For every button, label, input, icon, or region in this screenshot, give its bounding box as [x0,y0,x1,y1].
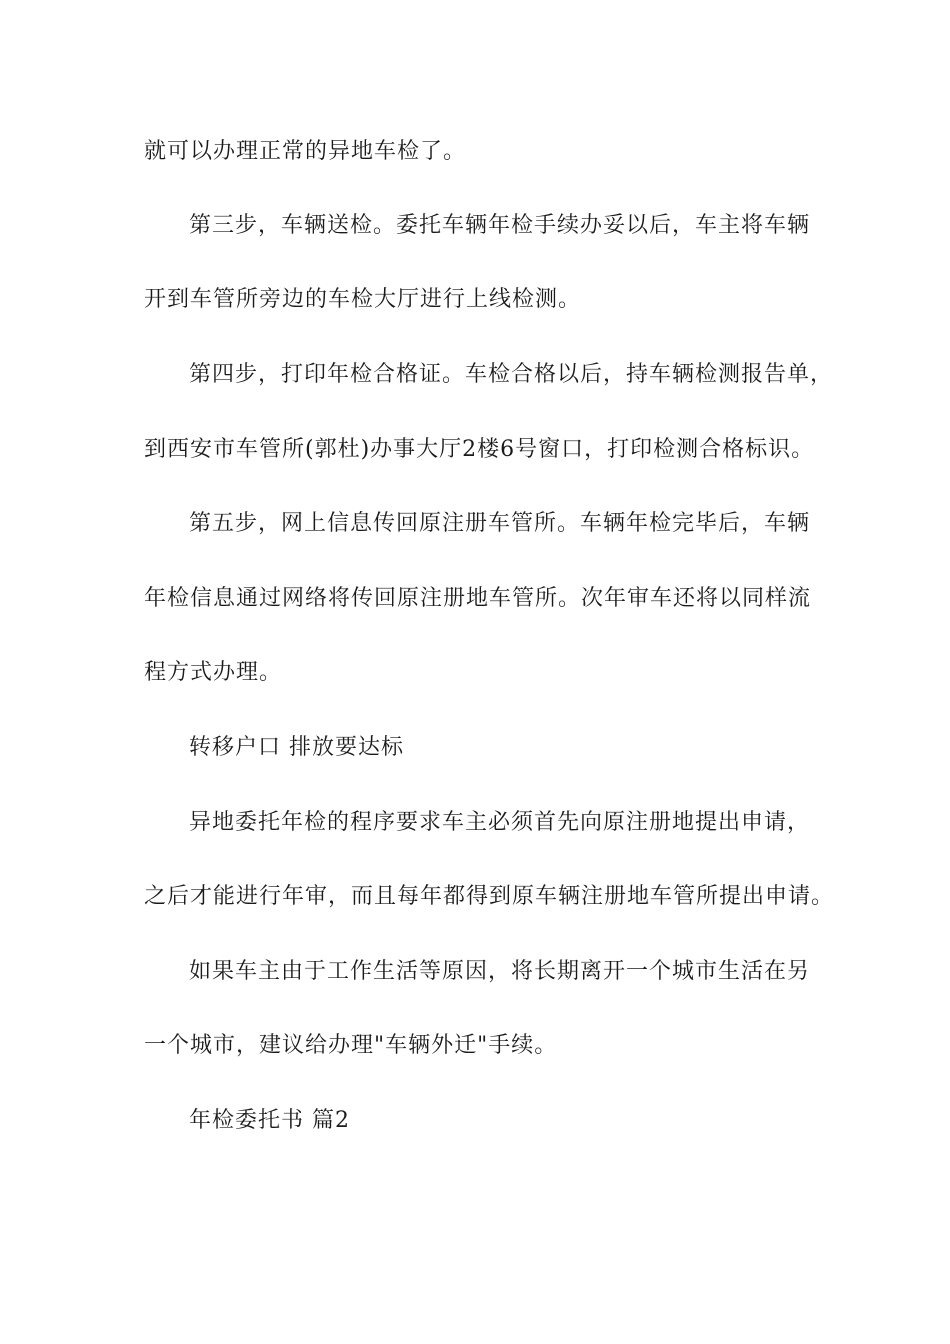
text-line: 年检信息通过网络将传回原注册地车管所。次年审车还将以同样流 [144,586,812,611]
text-line: 一个城市，建议给办理"车辆外迁"手续。 [144,1033,558,1058]
section-heading: 转移户口 排放要达标 [189,735,404,760]
paragraph-requirement: 异地委托年检的程序要求车主必须首先向原注册地提出申请， [189,810,811,835]
section-title: 年检委托书 篇2 [189,1108,350,1133]
paragraph-step-four: 第四步，打印年检合格证。车检合格以后，持车辆检测报告单， [189,362,834,387]
paragraph-suggestion: 如果车主由于工作生活等原因，将长期离开一个城市生活在另 [189,959,811,984]
text-line: 程方式办理。 [144,660,283,685]
text-line: 之后才能进行年审，而且每年都得到原车辆注册地车管所提出申请。 [144,884,835,909]
text-line: 就可以办理正常的异地车检了。 [144,139,467,164]
paragraph-step-five: 第五步，网上信息传回原注册车管所。车辆年检完毕后，车辆 [189,511,811,536]
text-line: 开到车管所旁边的车检大厅进行上线检测。 [144,287,582,312]
text-line: 到西安市车管所(郭杜)办事大厅2楼6号窗口，打印检测合格标识。 [144,437,815,462]
paragraph-step-three: 第三步，车辆送检。委托车辆年检手续办妥以后，车主将车辆 [189,213,811,238]
